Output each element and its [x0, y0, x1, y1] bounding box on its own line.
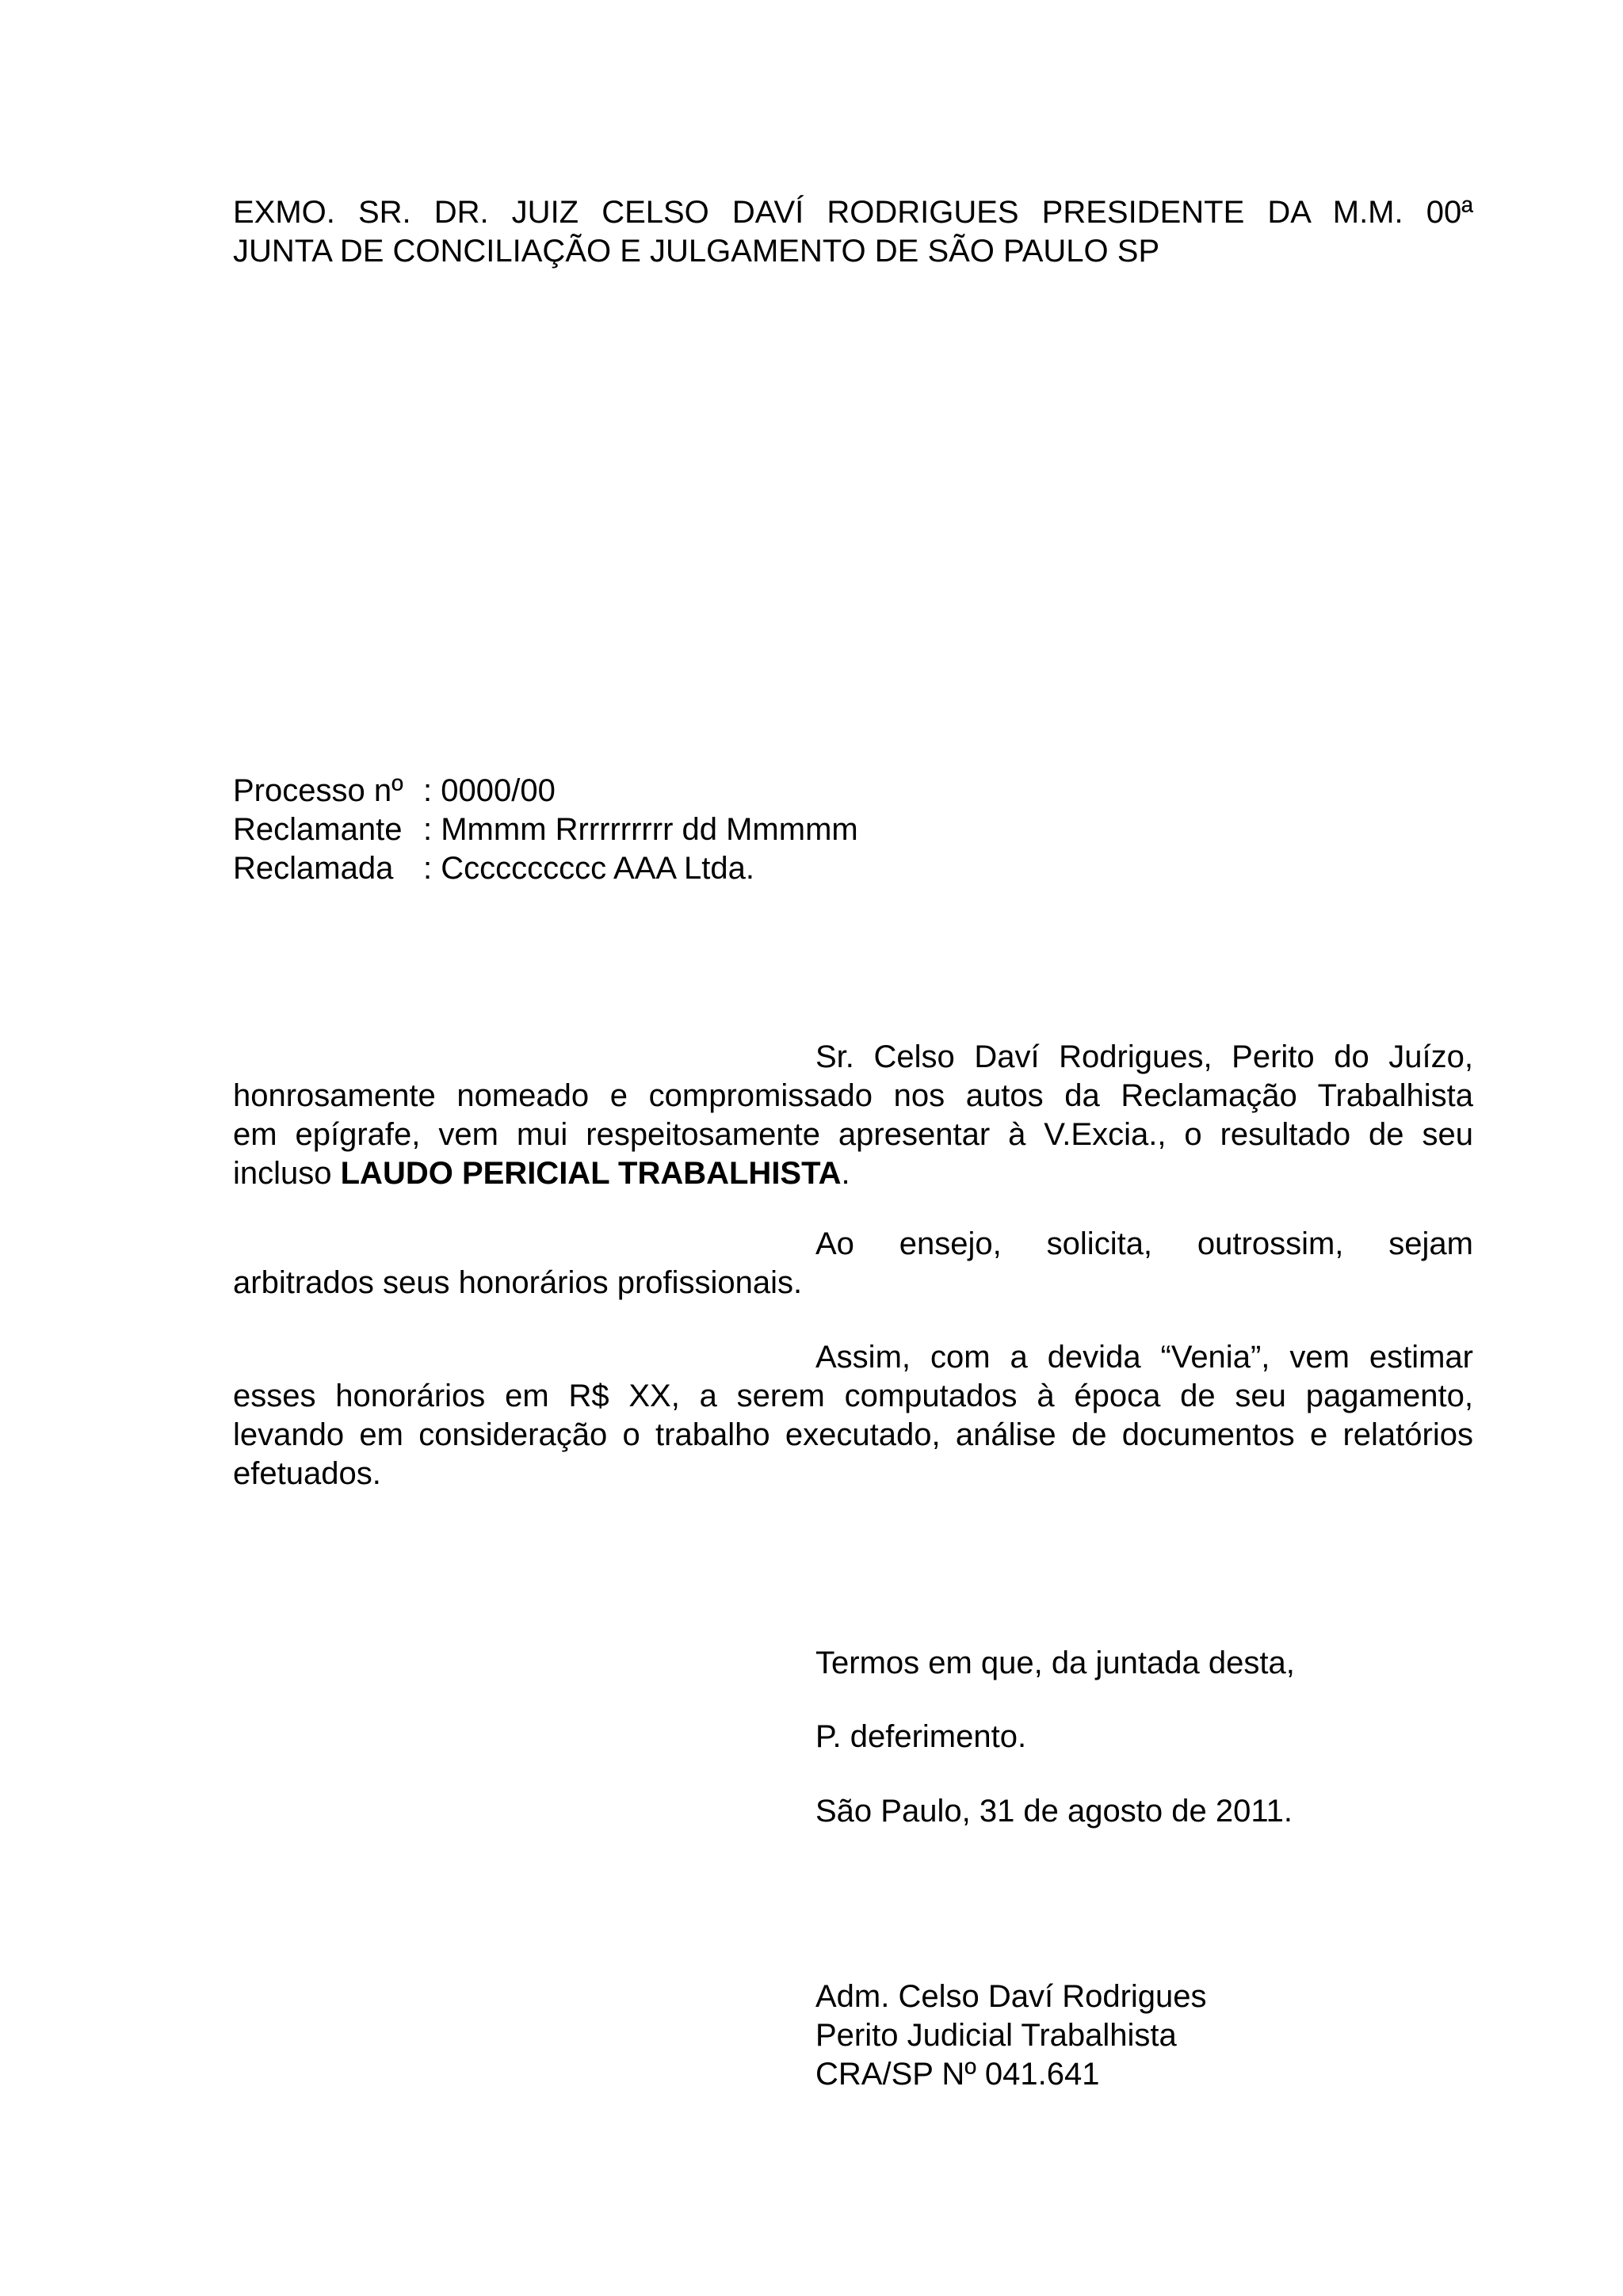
closing-request: P. deferimento.: [815, 1719, 1027, 1754]
paragraph-text: incluso: [233, 1156, 341, 1191]
paragraph-line: esses honorários em R$ XX, a serem computados à época de seu pagamento,: [233, 1379, 1473, 1413]
place-date: São Paulo, 31 de agosto de 2011.: [815, 1794, 1293, 1829]
respondent-value: : Cccccccccc AAA Ltda.: [423, 851, 754, 886]
signer-registration: CRA/SP Nº 041.641: [815, 2057, 1100, 2092]
paragraph-line: em epígrafe, vem mui respeitosamente apresentar à V.Excia., o resultado de seu: [233, 1117, 1473, 1152]
respondent-label: Reclamada: [233, 851, 394, 886]
respondent-row: [233, 849, 1473, 888]
process-row: [233, 772, 1473, 810]
process-number-label: Processo nº: [233, 773, 403, 808]
paragraph-line: efetuados.: [233, 1456, 381, 1491]
header-line-1: EXMO. SR. DR. JUIZ CELSO DAVÍ RODRIGUES PRESIDENTE DA M.M. 00ª: [233, 195, 1473, 230]
claimant-label: Reclamante: [233, 812, 403, 847]
paragraph-line: honrosamente nomeado e compromissado nos autos da Reclamação Trabalhista: [233, 1078, 1473, 1113]
process-info: [233, 772, 1473, 888]
paragraph-line: [233, 1154, 1473, 1193]
paragraph-fees-request: [233, 1225, 1473, 1302]
signer-name: Adm. Celso Daví Rodrigues: [815, 1979, 1207, 2014]
claimant-row: [233, 810, 1473, 849]
paragraph-line: Sr. Celso Daví Rodrigues, Perito do Juízo,: [815, 1039, 1473, 1074]
paragraph-text: .: [841, 1156, 850, 1191]
addressee-header: [233, 193, 1473, 271]
report-title: LAUDO PERICIAL TRABALHISTA: [340, 1156, 842, 1191]
header-line-2: JUNTA DE CONCILIAÇÃO E JULGAMENTO DE SÃO PAULO SP: [233, 234, 1160, 269]
process-number-value: : 0000/00: [423, 773, 556, 808]
paragraph-fees-estimate: [233, 1338, 1473, 1493]
paragraph-line: arbitrados seus honorários profissionais.: [233, 1265, 803, 1300]
paragraph-line: Ao ensejo, solicita, outrossim, sejam: [815, 1226, 1473, 1261]
paragraph-presentation: [233, 1038, 1473, 1193]
signature-block: [815, 1978, 1207, 2094]
paragraph-line: Assim, com a devida “Venia”, vem estimar: [815, 1340, 1473, 1375]
paragraph-line: levando em consideração o trabalho executado, análise de documentos e relatórios: [233, 1417, 1473, 1452]
claimant-value: : Mmmm Rrrrrrrrrr dd Mmmmm: [423, 812, 858, 847]
signer-role: Perito Judicial Trabalhista: [815, 2018, 1177, 2053]
closing-terms: Termos em que, da juntada desta,: [815, 1646, 1295, 1680]
